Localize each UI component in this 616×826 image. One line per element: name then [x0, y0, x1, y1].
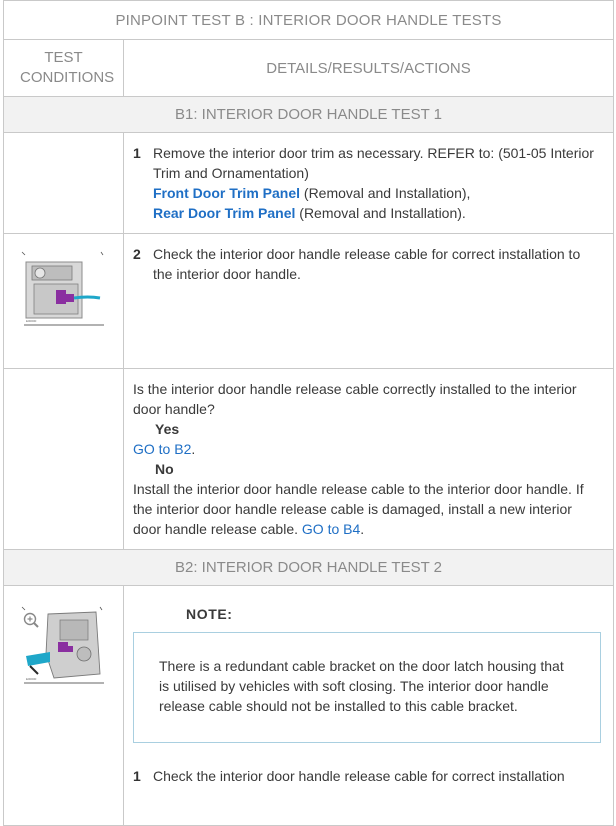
- step-text: Check the interior door handle release cable for correct installation: [153, 768, 565, 784]
- go-to-b2-link[interactable]: GO to B2: [133, 441, 192, 457]
- b1-result-figure-cell: [4, 369, 124, 550]
- step-text: Check the interior door handle release cable for correct installation to the interior door handle.: [153, 246, 581, 282]
- b1-step1-cell: [124, 133, 614, 234]
- b2-figure-cell: [4, 586, 124, 826]
- b1-step1: [133, 143, 603, 223]
- step-number: 1: [133, 145, 141, 161]
- no-instruction: Install the interior door handle release cable to the interior door handle. If the interior door handle release cable is damaged, install a new interior door handle release cable.: [133, 481, 584, 537]
- step-text: [153, 143, 603, 223]
- pinpoint-test-table: [3, 0, 614, 826]
- b1-result-cell: [124, 369, 614, 550]
- svg-text:E00000: E00000: [26, 319, 37, 323]
- link1-suffix: (Removal and Installation),: [300, 185, 471, 201]
- section-heading-b1: B1: INTERIOR DOOR HANDLE TEST 1: [4, 97, 614, 133]
- b2-step1: [133, 766, 603, 786]
- b2-content-cell: [124, 586, 614, 826]
- front-door-trim-panel-link[interactable]: Front Door Trim Panel: [153, 185, 301, 201]
- note-box: [133, 632, 601, 743]
- yes-action-line: GO to B2.: [133, 441, 196, 457]
- step-number: 2: [133, 246, 141, 262]
- door-handle-illustration[interactable]: [4, 246, 122, 346]
- go-to-b4-link[interactable]: GO to B4: [301, 521, 361, 537]
- note-title: NOTE:: [186, 606, 233, 622]
- note-text: There is a redundant cable bracket on the door latch housing that is utilised by vehicles with soft closing. The interior door handle release cable should not be installed to this cable bracket.: [159, 658, 564, 714]
- no-action-text: Install the interior door handle release cable to the interior door handle. If the interior door handle release cable is damaged, install a new interior door handle release cable. GO to B4.: [133, 481, 584, 537]
- no-label: No: [155, 461, 174, 477]
- zoom-icon[interactable]: [25, 614, 39, 628]
- b1-step2-figure-cell: [4, 234, 124, 369]
- rear-door-trim-panel-link[interactable]: Rear Door Trim Panel: [153, 205, 296, 221]
- b1-step2-cell: [124, 234, 614, 369]
- yes-label: Yes: [155, 421, 180, 437]
- result-question: Is the interior door handle release cable correctly installed to the interior door handle?: [133, 381, 577, 417]
- door-latch-illustration[interactable]: [4, 604, 122, 704]
- b1-step2: [133, 244, 603, 284]
- step-instruction: Remove the interior door trim as necessary. REFER to: (501-05 Interior Trim and Ornamentation): [153, 145, 594, 181]
- header-test-conditions: TEST CONDITIONS: [4, 40, 124, 97]
- svg-text:E00000: E00000: [26, 677, 37, 681]
- header-details-results-actions: DETAILS/RESULTS/ACTIONS: [124, 40, 614, 97]
- step-number: 1: [133, 768, 141, 784]
- section-heading-b2: B2: INTERIOR DOOR HANDLE TEST 2: [4, 550, 614, 586]
- link2-suffix: (Removal and Installation).: [295, 205, 466, 221]
- pinpoint-test-title: PINPOINT TEST B : INTERIOR DOOR HANDLE TESTS: [4, 1, 614, 40]
- b1-step1-figure-cell: [4, 133, 124, 234]
